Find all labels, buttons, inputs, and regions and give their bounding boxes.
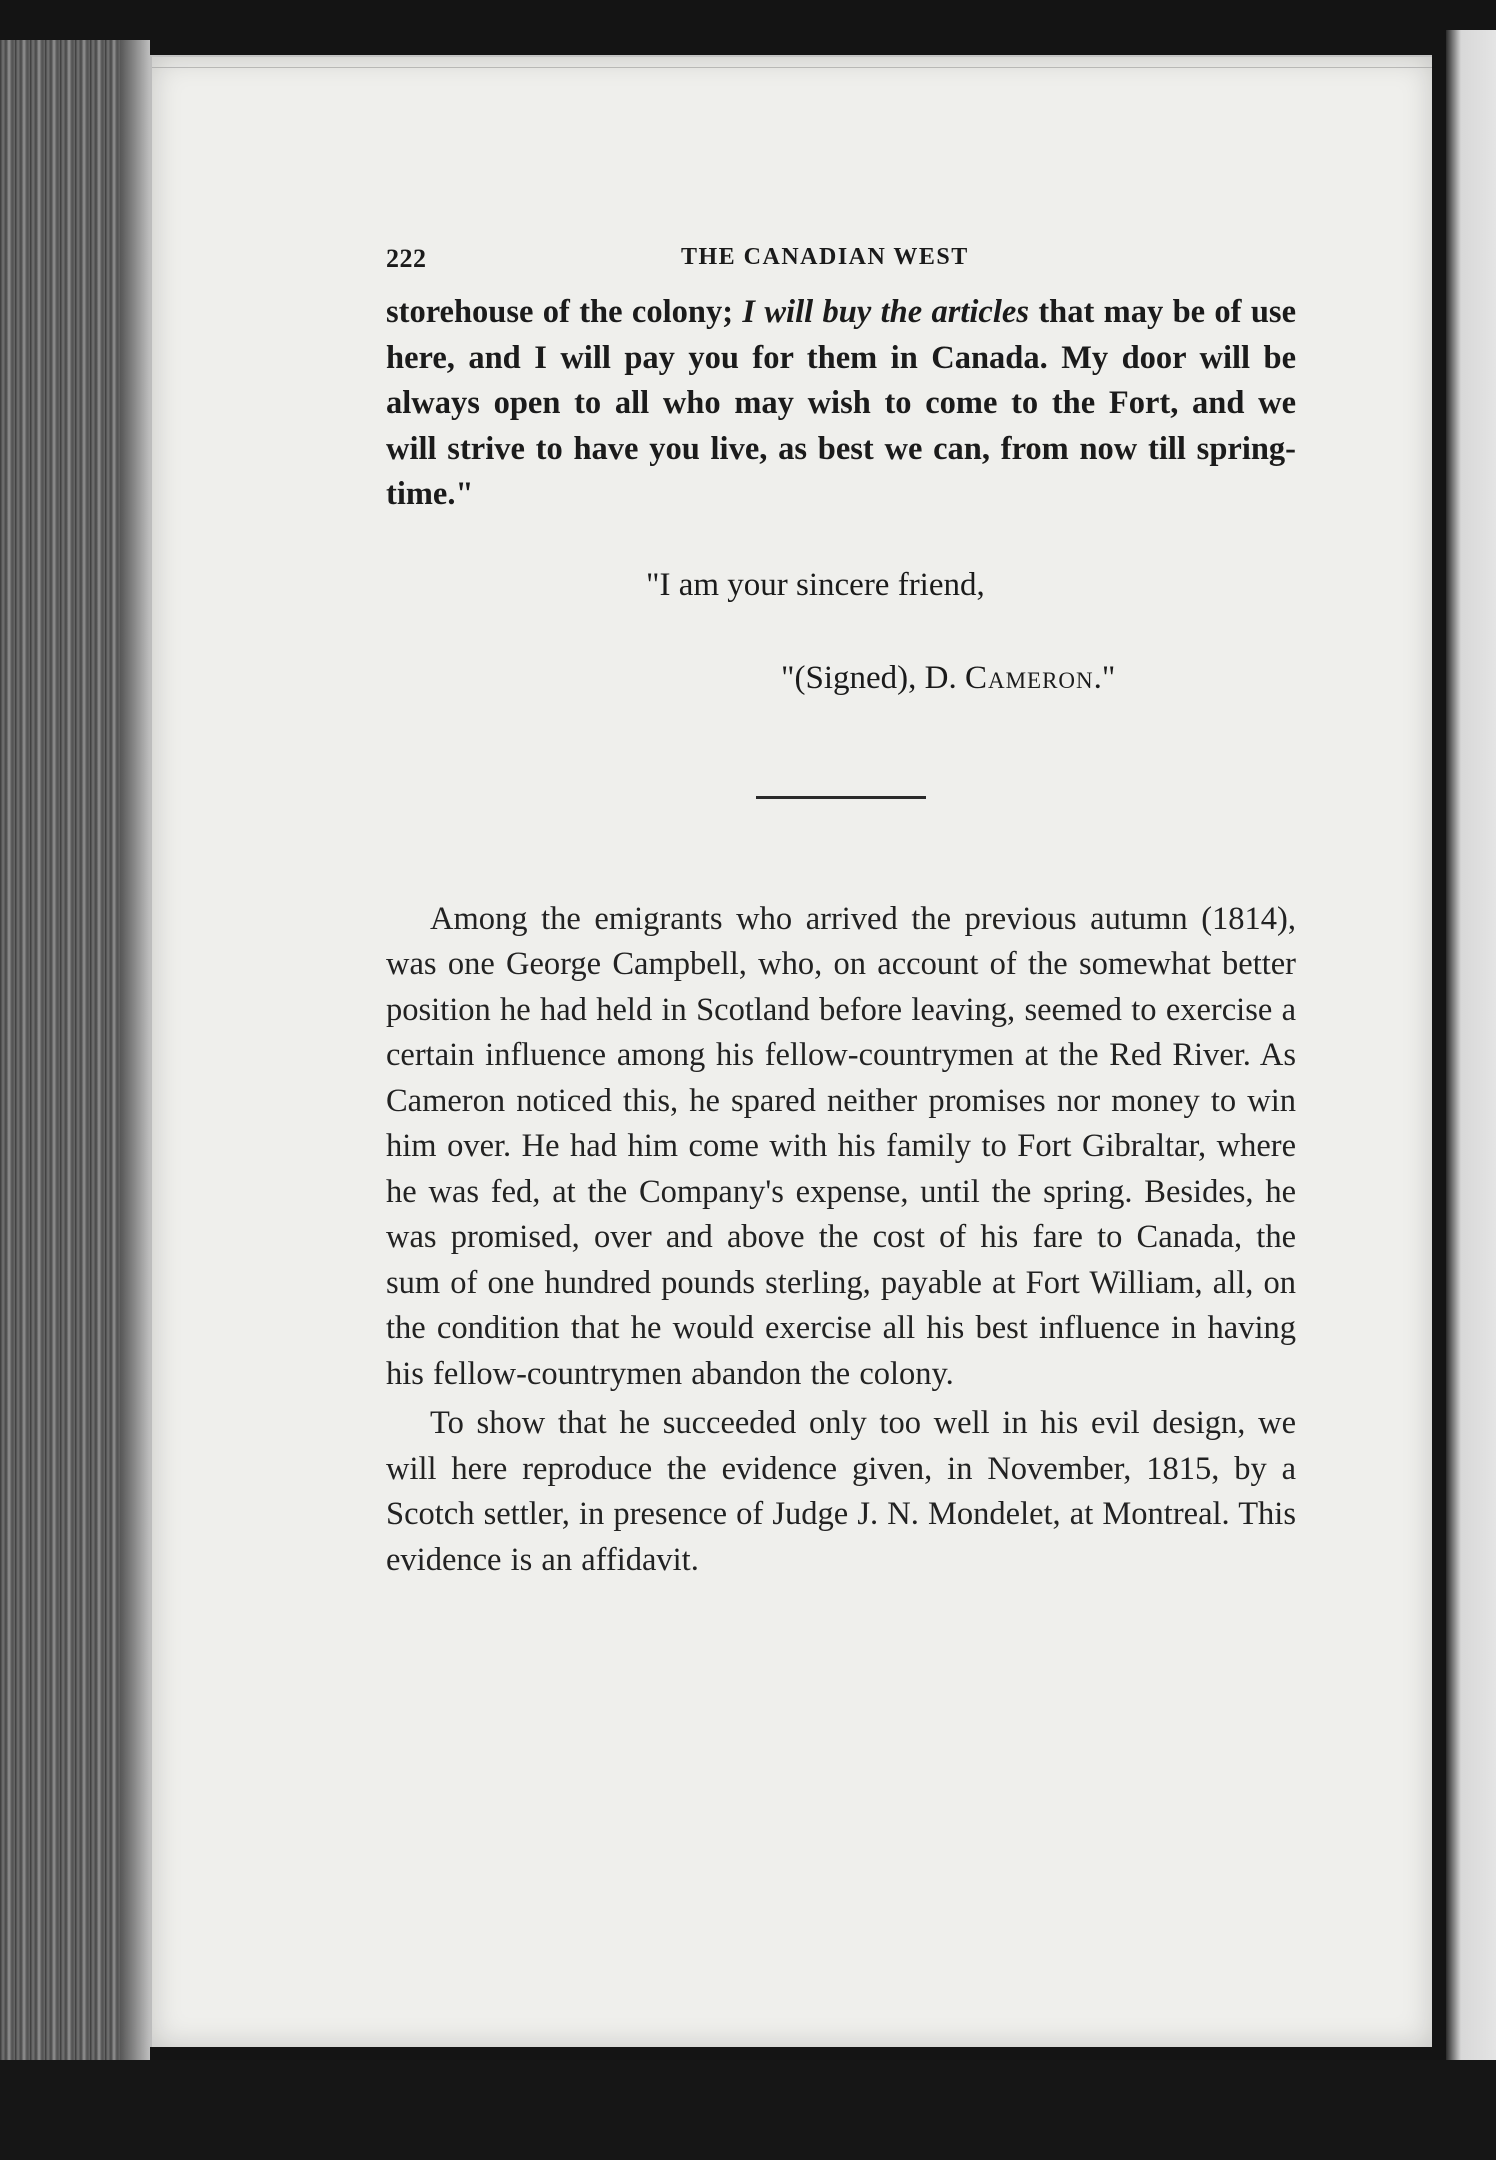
narrative-section <box>386 897 1296 1584</box>
letter-paragraph <box>386 290 1296 518</box>
running-title: THE CANADIAN WEST <box>681 244 969 270</box>
book-page-edges <box>0 40 150 2070</box>
text-column <box>386 230 1296 1583</box>
letter-signature <box>386 656 1296 701</box>
facing-page-edge <box>1446 30 1496 2060</box>
letter-text-start: storehouse of the colony; <box>386 294 743 330</box>
body-paragraph: To show that he succeeded only too well in his evil design, we will here reproduce the evidence given, in November, 1815, by a Scotch settler, in presence of Judge J. N. Mondelet, at Montreal. This evidence is an affidavit. <box>386 1405 1296 1578</box>
letter-closing: "I am your sincere friend, <box>646 566 985 603</box>
signature-name: Cameron <box>964 659 1094 696</box>
page-top-edge <box>152 67 1432 68</box>
page-number: 222 <box>386 244 427 273</box>
signature-prefix: "(Signed), D. <box>781 659 965 696</box>
running-head <box>386 230 1296 290</box>
signature-suffix: ." <box>1093 659 1116 696</box>
scan-bottom-border <box>0 2060 1496 2160</box>
section-divider-rule <box>756 796 926 799</box>
body-paragraph: Among the emigrants who arrived the previous autumn (1814), was one George Campbell, who, on account of the somewhat better position he had held in Scotland before leaving, seemed to exercise a certain influence among his fellow-countrymen at the Red River. As Cameron noticed this, he spared neither promises nor money to win him over. He had him come with his family to Fort Gibraltar, where he was fed, at the Company's expense, until the spring. Besides, he was promised, over and above the cost of his fare to Canada, the sum of one hundred pounds sterling, payable at Fort William, all, on the condition that he would exercise all his best influence in having his fellow-countrymen abandon the colony. <box>386 900 1296 1392</box>
letter-text-end: that may be of use here, and I will pay you for them in Canada. My door will be always open to all who may wish to come to the Fort, and we will strive to have you live, as best we can, from now till spring-time." <box>386 294 1296 512</box>
letter-italic-emphasis: I will buy the articles <box>742 294 1029 330</box>
